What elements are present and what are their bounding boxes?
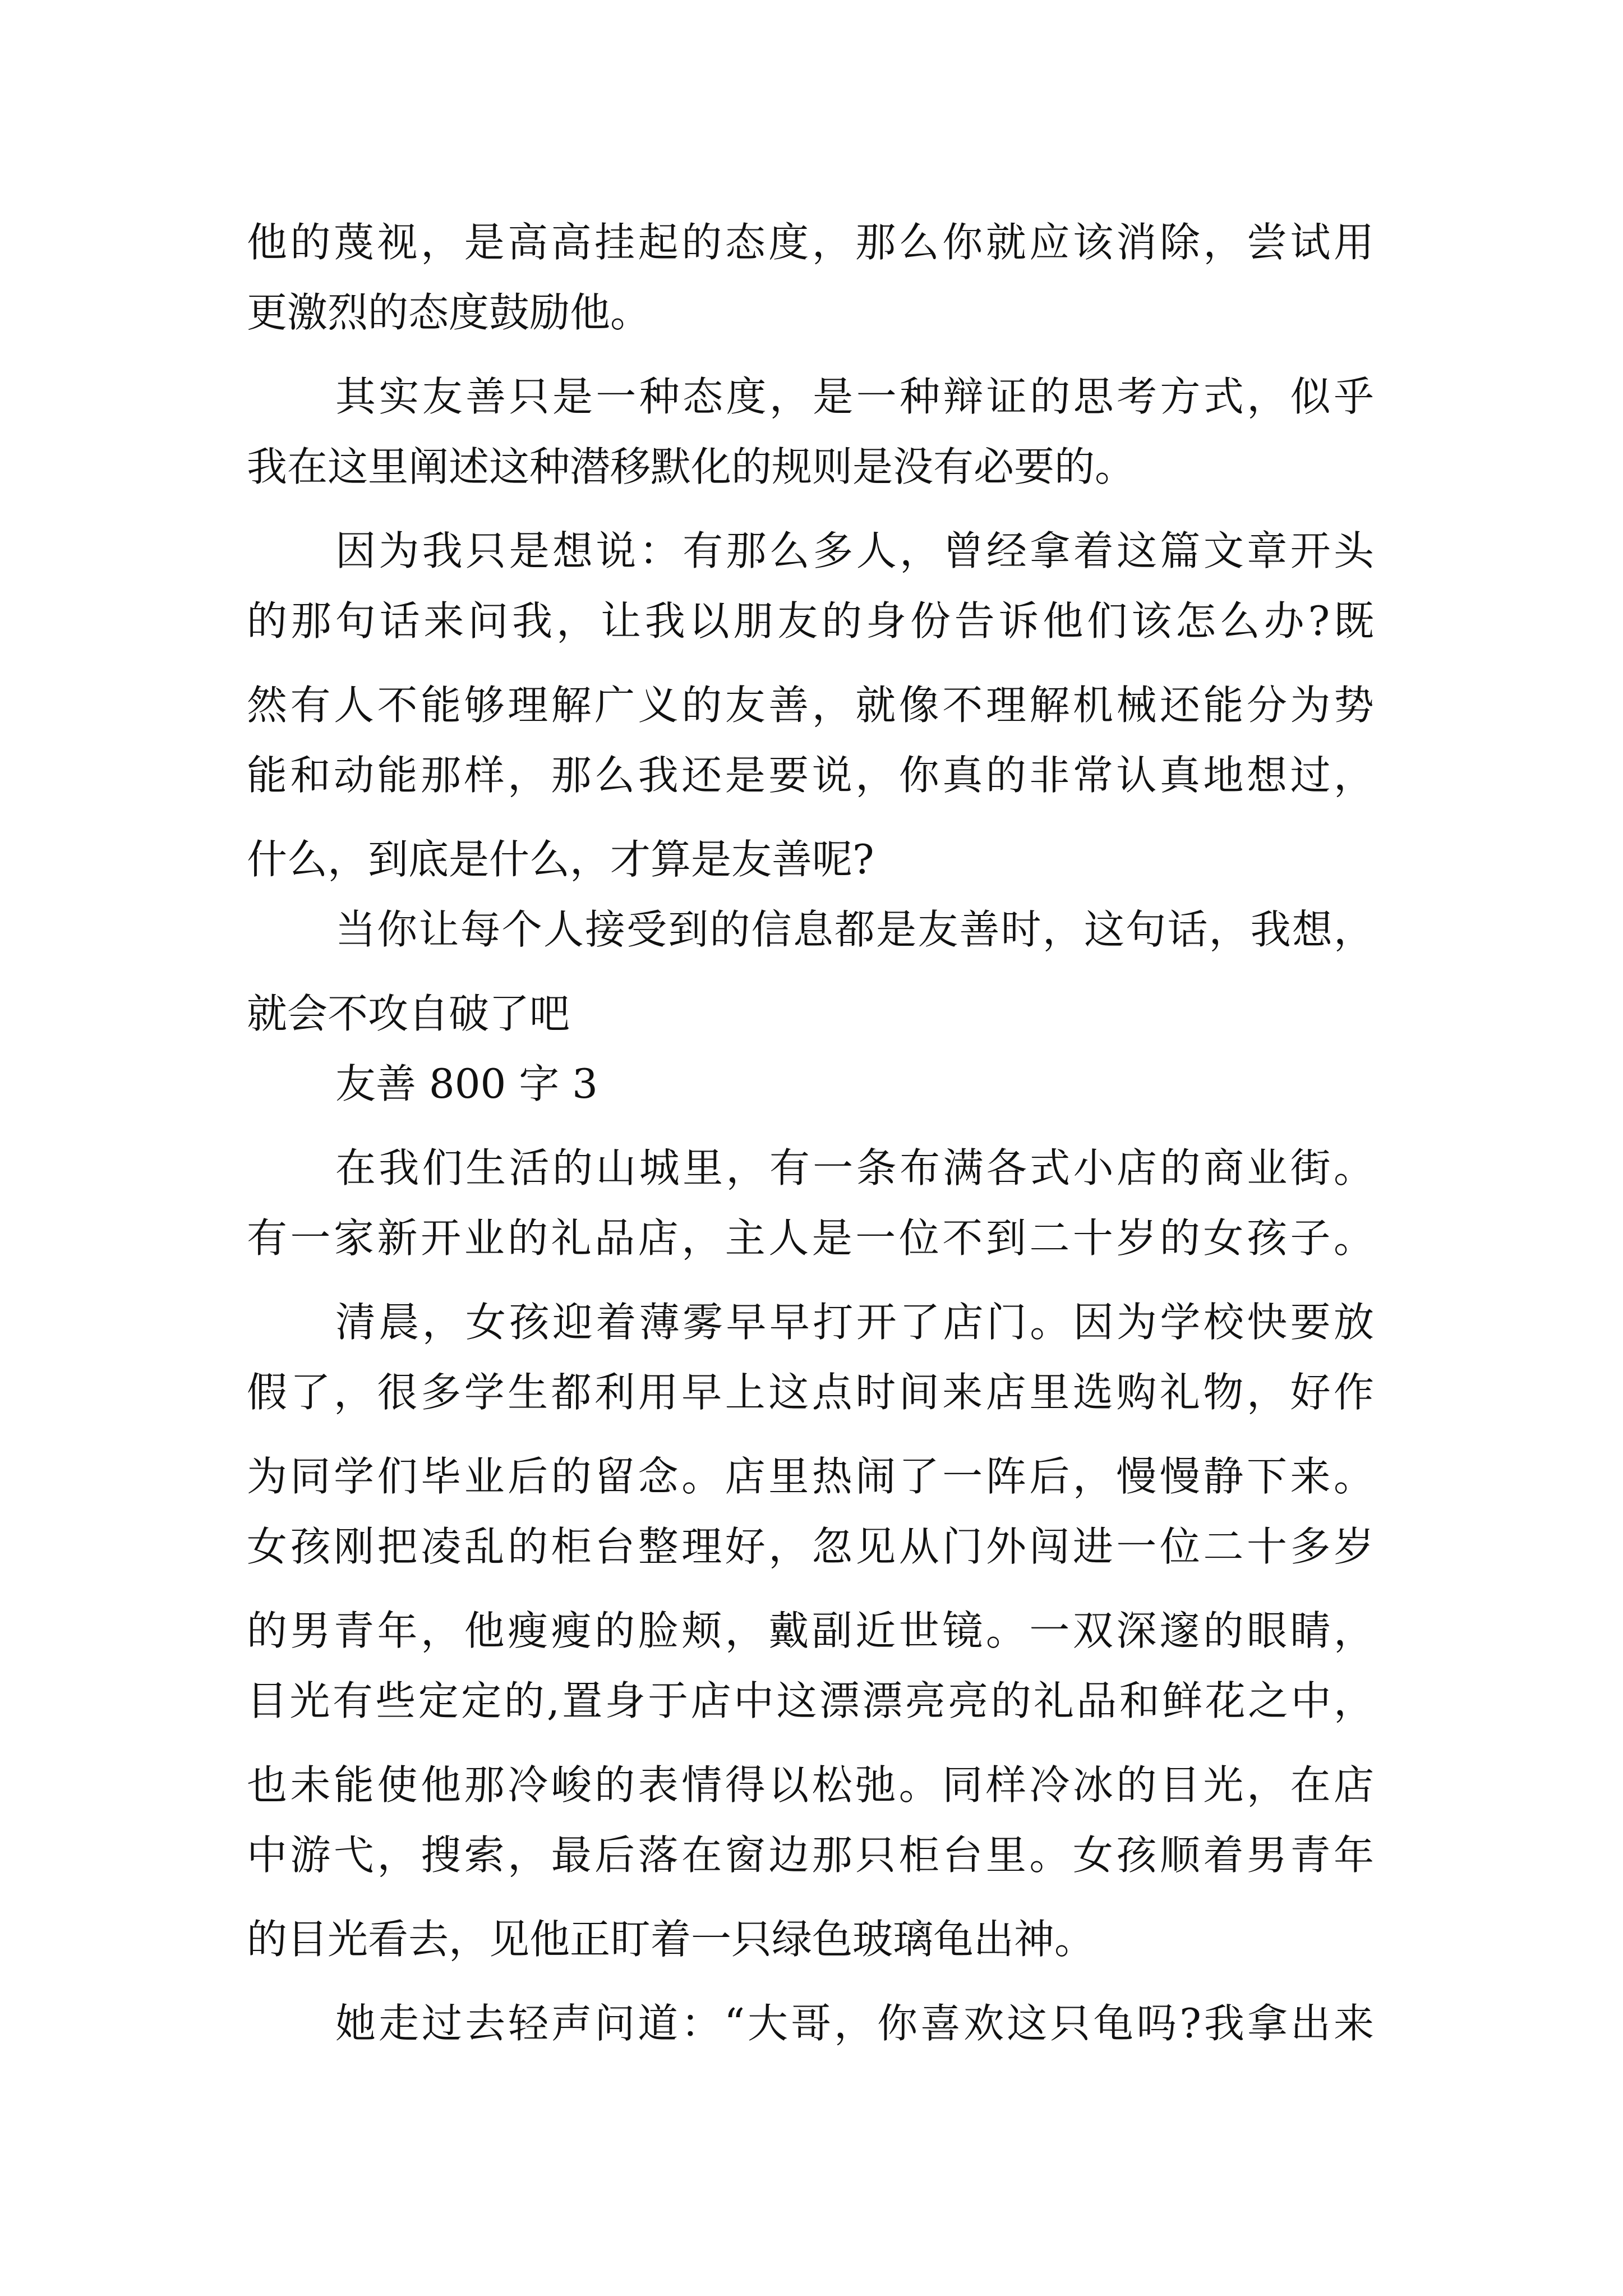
text-line: 有一家新开业的礼品店，主人是一位不到二十岁的女孩子。 bbox=[247, 1214, 1374, 1262]
text-line: 能和动能那样，那么我还是要说，你真的非常认真地想过， bbox=[247, 752, 1374, 799]
text-line: 的目光看去，见他正盯着一只绿色玻璃龟出神。 bbox=[247, 1916, 1095, 1963]
text-line: 因为我只是想说：有那么多人，曾经拿着这篇文章开头 bbox=[335, 527, 1374, 574]
text-line: 中游弋，搜索，最后落在窗边那只柜台里。女孩顺着男青年 bbox=[247, 1832, 1374, 1879]
text-line: 然有人不能够理解广义的友善，就像不理解机械还能分为势 bbox=[247, 682, 1374, 729]
text-line: 为同学们毕业后的留念。店里热闹了一阵后，慢慢静下来。 bbox=[247, 1453, 1374, 1500]
text-line: 清晨，女孩迎着薄雾早早打开了店门。因为学校快要放 bbox=[335, 1299, 1374, 1346]
text-line: 其实友善只是一种态度，是一种辩证的思考方式，似乎 bbox=[335, 373, 1374, 420]
text-line: 的男青年，他瘦瘦的脸颊，戴副近世镜。一双深邃的眼睛， bbox=[247, 1607, 1374, 1654]
text-line: 我在这里阐述这种潜移默化的规则是没有必要的。 bbox=[247, 443, 1136, 490]
text-line: 当你让每个人接受到的信息都是友善时，这句话，我想， bbox=[335, 906, 1374, 953]
text-line: 女孩刚把凌乱的柜台整理好，忽见从门外闯进一位二十多岁 bbox=[247, 1523, 1374, 1570]
text-line: 目光有些定定的,置身于店中这漂漂亮亮的礼品和鲜花之中， bbox=[247, 1677, 1374, 1724]
text-line: 更激烈的态度鼓励他。 bbox=[247, 289, 651, 336]
text-line: 什么，到底是什么，才算是友善呢? bbox=[247, 836, 874, 883]
text-line: 也未能使他那冷峻的表情得以松弛。同样冷冰的目光，在店 bbox=[247, 1761, 1374, 1809]
text-line: 的那句话来问我，让我以朋友的身份告诉他们该怎么办?既 bbox=[247, 597, 1374, 645]
text-line: 就会不攻自破了吧 bbox=[247, 990, 570, 1037]
section-heading: 友善 800 字 3 bbox=[335, 1060, 598, 1107]
text-line: 在我们生活的山城里，有一条布满各式小店的商业街。 bbox=[335, 1144, 1374, 1191]
text-line: 他的蔑视，是高高挂起的态度，那么你就应该消除，尝试用 bbox=[247, 219, 1374, 266]
text-line: 假了，很多学生都利用早上这点时间来店里选购礼物，好作 bbox=[247, 1369, 1374, 1416]
text-line: 她走过去轻声问道：“大哥，你喜欢这只龟吗?我拿出来 bbox=[335, 2000, 1374, 2047]
